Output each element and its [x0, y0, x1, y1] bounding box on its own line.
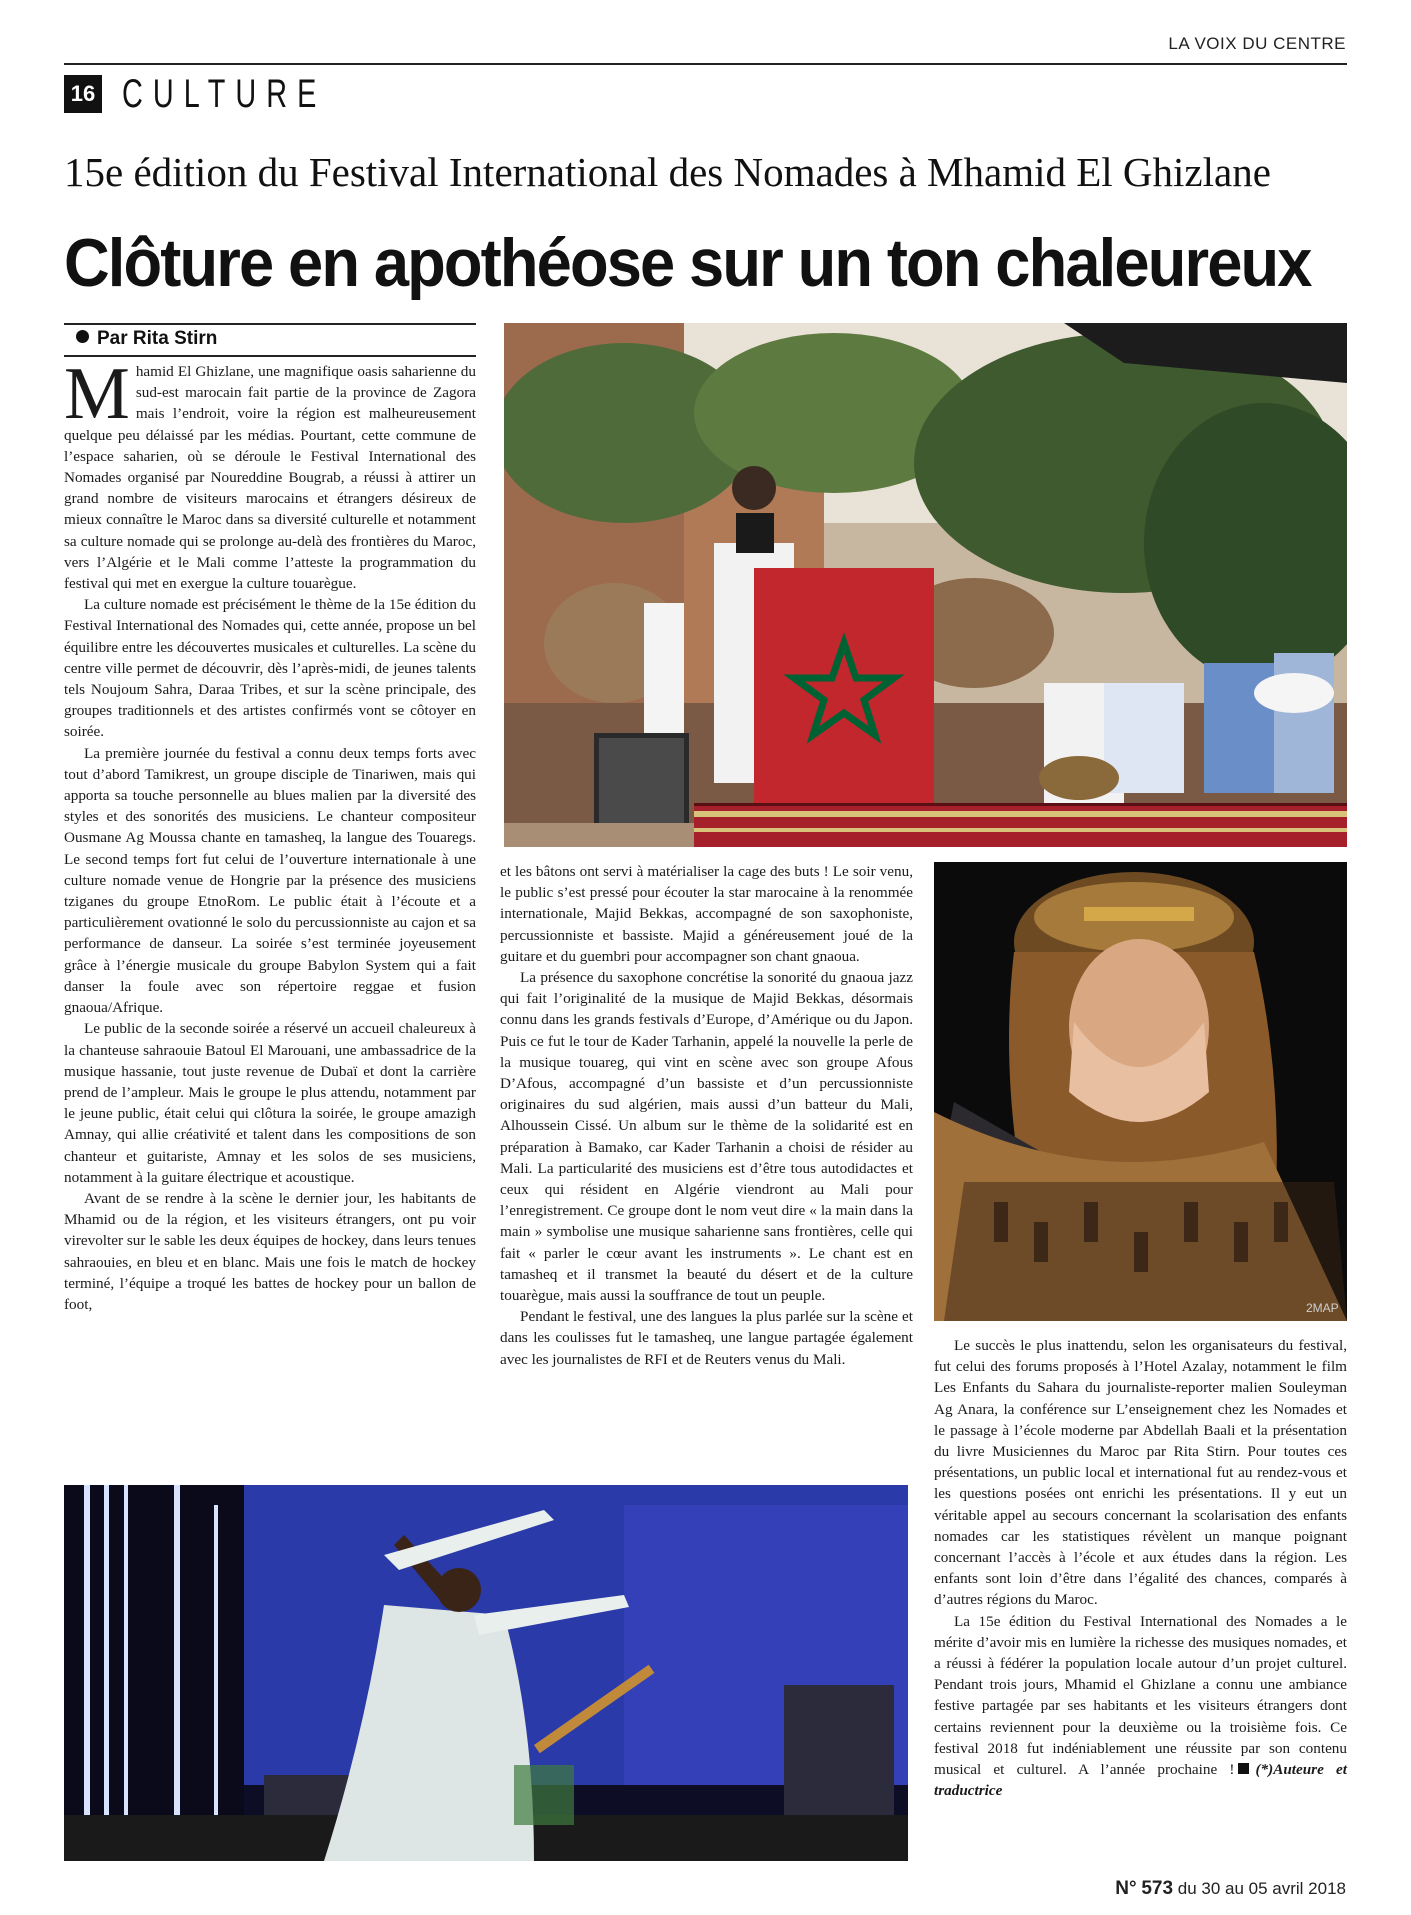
paragraph-text: La 15e édition du Festival International des Nomades a le mérite d’avoir mis en lumière la richesse des musiques nomades, et a réussi à fédérer la population locale autour d’un projet culturel. Pendant trois jours, Mhamid el Ghizlane a connu une ambiance festive partagée par ses habitants et les visiteurs étrangers dont certains reviennent pour la deuxième ou la troisième fois. Ce festival 2018 fut indéniablement une réussite par son contenu musical et culturel. A l’année prochaine !: [934, 1612, 1347, 1779]
paragraph: La culture nomade est précisément le thème de la 15e édition du Festival International des Nomades qui, cette année, propose un bel équilibre entre les découvertes musicales et culturelles. La scène du centre ville permet de découvrir, dès l’après-midi, de jeunes talents tels Noujoum Sahra, Daraa Tribes, et sur la scène principale, des groupes traditionnels et des artistes confirmés vont se côtoyer en soirée.: [64, 596, 476, 741]
paragraph: Le succès le plus inattendu, selon les organisateurs du festival, fut celui des forums proposés à l’Hotel Azalay, notamment le film Les Enfants du Sahara du journaliste-reporter malien Souleyman Ag Anara, la conférence sur L’enseignement chez les Nomades et le passage à l’école moderne par Abdellah Baali et la présentation du livre Musiciennes du Maroc par Rita Stirn. Pour toutes ces présentations, un public local et international fut au rendez-vous et les questions posées ont enrichi les présentations. Il y eut un véritable appel au secours concernant la scolarisation des enfants nomades car les statistiques révèlent un manque poignant concernant l’accès à l’école et aux études dans la région. Les enfants sont loin d’être dans l’égalité des chances, comparés à d’autres régions du Maroc.: [934, 1337, 1347, 1609]
article-column-3: [934, 1335, 1347, 1801]
byline-box: [64, 323, 476, 357]
byline-author: Par Rita Stirn: [97, 328, 218, 349]
issue-dates: du 30 au 05 avril 2018: [1177, 1879, 1346, 1898]
bullet-icon: [76, 330, 89, 343]
drop-cap: M: [64, 353, 130, 435]
paragraph: Pendant le festival, une des langues la plus parlée sur la scène et dans les coulisses fut le tamasheq, une langue partagée également avec les journalistes de RFI et de Reuters venus du Mali.: [500, 1308, 913, 1368]
end-square-icon: [1238, 1763, 1249, 1774]
header-rule: [64, 63, 1347, 65]
article-column-1: [64, 353, 476, 1315]
article-headline: Clôture en apothéose sur un ton chaleureux: [64, 225, 1311, 301]
page-number: 16: [64, 75, 102, 113]
festival-stage-photo: [504, 323, 1347, 847]
issue-prefix: N°: [1115, 1878, 1137, 1899]
photo-watermark: 2MAP: [1306, 1301, 1339, 1315]
author-note: (*)Auteure et traductrice: [934, 1761, 1347, 1800]
stage-photo-illustration: [504, 323, 1347, 847]
paragraph: La première journée du festival a connu deux temps forts avec tout d’abord Tamikrest, un groupe disciple de Tinariwen, mais qui apporta sa touche personnelle au blues malien par la diversité des styles et des sonorités des musiciens. Le chanteur compositeur Ousmane Ag Moussa chante en tamasheq, la langue des Touaregs. Le second temps fort fut celui de l’ouverture internationale à une culture nomade venue de Hongrie par la présence des musiciens tziganes du groupe EtnoRom. Le public était à l’écoute et a particulièrement ovationné le solo du percussionniste au cajon et sa performance de danseur. La soirée s’est terminée joyeusement grâce à l’énergie musicale du groupe Babylon System qui a fait danser la foule avec son répertoire reggae et fusion gnaoua/Afrique.: [64, 744, 476, 1017]
dancer-photo-illustration: [64, 1485, 908, 1861]
article-column-2: [500, 861, 913, 1370]
paragraph: Avant de se rendre à la scène le dernier jour, les habitants de Mhamid ou de la région, et les visiteurs étrangers, ont pu voir virevolter sur le sable les deux équipes de hockey, dans leurs tenues sahraouies, en bleu et en blanc. Mais une fois le match de hockey terminé, l’équipe a troqué les battes de hockey pour un ballon de foot,: [64, 1189, 476, 1313]
issue-number: 573: [1141, 1878, 1174, 1899]
singer-photo-illustration: [934, 862, 1347, 1321]
section-title: CULTURE: [122, 72, 327, 116]
paragraph: La présence du saxophone concrétise la sonorité du gnaoua jazz qui fait l’originalité de la musique de Majid Bekkas, désormais connu dans les grands festivals d’Europe, d’Amérique ou du Japon. Puis ce fut le tour de Kader Tarhanin, appelé la nouvelle la perle de la musique touareg, qui vint en scène avec son groupe Afous D’Afous, accompagné d’un bassiste et d’un percussionniste originaires du sud algérien, mais aussi d’un batteur du Mali, Alhoussein Cissé. Un album sur le thème de la solidarité est en préparation à Bamako, car Kader Tarhanin a choisi de résider au Mali. La particularité des musiciens est d’être tous autodidactes et ceux qui résident en Algérie viendront au Mali pour l’enregistrement. Ce groupe dont le nom veut dire « la main dans la main » symbolise une musique saharienne sans frontières, celle qui fait « parler le cœur avant les instruments ». Le chant est en tamasheq et il transmet la beauté du désert et de la culture touarègue, mais aussi la souffrance de tout un peuple.: [500, 969, 913, 1305]
dancer-photo: [64, 1485, 908, 1861]
publication-name: LA VOIX DU CENTRE: [1168, 34, 1346, 53]
issue-footer: [1115, 1878, 1346, 1900]
paragraph-text: hamid El Ghizlane, une magnifique oasis saharienne du sud-est marocain fait partie de la province de Zagora mais l’endroit, voire la région est malheureusement quelque peu délaissé par les médias. Pourtant, cette commune de l’espace saharien, où se déroule le Festival International des Nomades organisé par Noureddine Bougrab, a réussi à attirer un grand nombre de visiteurs marocains et étrangers désireux de mieux connaître le Maroc dans sa diversité culturelle et notamment sa culture nomade qui se prolonge au-delà des frontières du Maroc, vers l’Algérie et le Mali comme l’atteste la programmation du festival qui met en exergue la culture touarègue.: [64, 363, 476, 593]
article-kicker: 15e édition du Festival International des Nomades à Mhamid El Ghizlane: [64, 149, 1271, 195]
paragraph: [64, 353, 476, 594]
paragraph: Le public de la seconde soirée a réservé un accueil chaleureux à la chanteuse sahraouie Batoul El Marouani, une ambassadrice de la musique hassanie, tout juste revenue de Dubaï et dont la carrière prend de l’ampleur. Mais le groupe le plus attendu, notamment par le jeune public, était celui qui clôtura la soirée, le groupe amazigh Amnay, qui allie créativité et talent dans les compositions de son chanteur et guitariste, Amnay et les solos de ses musiciens, notamment à la guitare électrique et acoustique.: [64, 1020, 476, 1186]
byline: [76, 328, 217, 350]
paragraph: [934, 1611, 1347, 1802]
singer-photo: [934, 862, 1347, 1321]
paragraph: et les bâtons ont servi à matérialiser la cage des buts ! Le soir venu, le public s’est pressé pour écouter la star marocaine à la renommée internationale, Majid Bekkas, accompagné de son saxophoniste, percussionniste et bassiste. Majid a généreusement joué de la guitare et du guembri pour accompagner son chant gnaoua.: [500, 863, 913, 965]
